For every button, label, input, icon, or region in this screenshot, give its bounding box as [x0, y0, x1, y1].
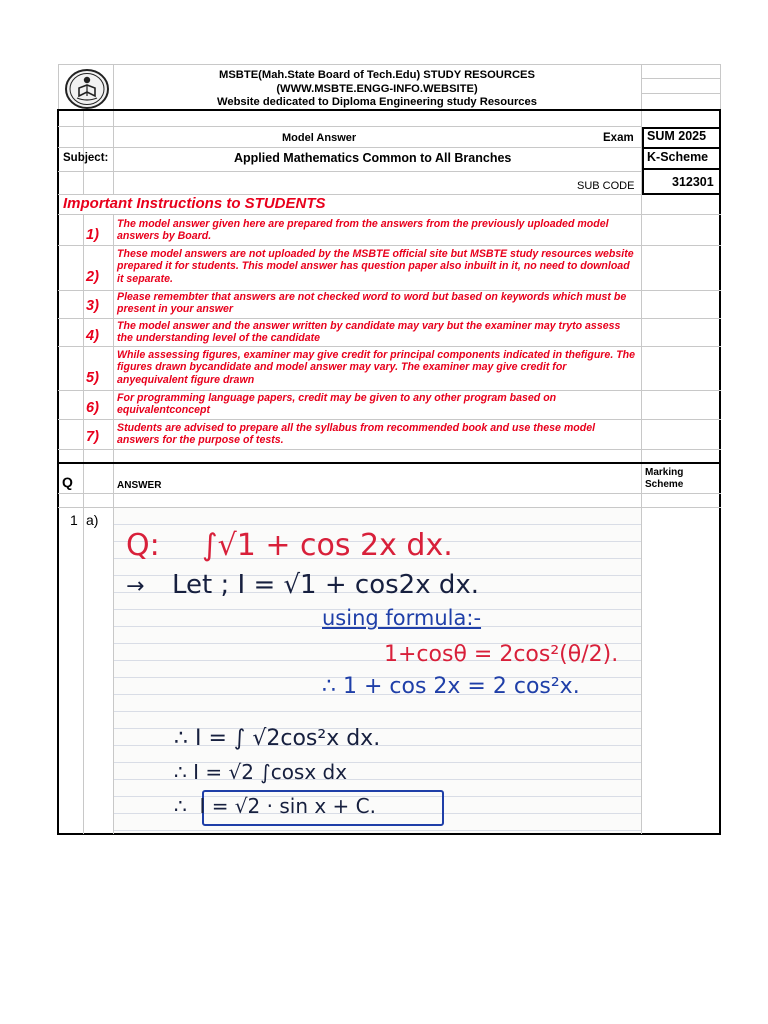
subject-label: Subject: — [63, 152, 109, 164]
handwritten-question: ∫√1 + cos 2x dx. — [202, 528, 453, 563]
handwritten-answer-image — [114, 508, 641, 833]
answer-column-header: ANSWER — [117, 480, 162, 491]
handwritten-let-line: Let ; I = √1 + cos2x dx. — [172, 570, 480, 600]
instruction-text: While assessing figures, examiner may give credit for principal components indicated in thefigure. The figures drawn bycandidate and model answer may vary. The examiner may give credit for anyequivalent figure drawn — [117, 349, 636, 386]
instruction-text: These model answers are not uploaded by the MSBTE official site but MSBTE study resources website prepared it for students. This model answer has question paper also inbuilt in it, no need to download it separate. — [117, 248, 634, 285]
handwritten-question-label: Q: — [126, 528, 160, 563]
exam-value: SUM 2025 — [647, 129, 707, 143]
marking-label: Marking — [645, 467, 684, 478]
instruction-text: The model answer given here are prepared from the answers from the previously uploaded model answers by Board. — [117, 218, 609, 243]
handwritten-formula-1: 1+cosθ = 2cos²(θ/2). — [384, 642, 619, 667]
logo-icon — [64, 68, 110, 110]
exam-label: Exam — [603, 132, 634, 144]
instruction-number: 5) — [86, 370, 99, 386]
marking-column-header — [645, 467, 683, 491]
instruction-number: 4) — [86, 328, 99, 344]
header-website: (WWW.MSBTE.ENGG-INFO.WEBSITE) — [276, 83, 478, 95]
scheme-value: K-Scheme — [647, 150, 709, 164]
scheme-label: Scheme — [645, 479, 684, 490]
model-answer-label: Model Answer — [282, 132, 357, 144]
header-title: MSBTE(Mah.State Board of Tech.Edu) STUDY RESOURCES — [219, 69, 535, 81]
instruction-number: 2) — [86, 269, 99, 285]
instruction-text: The model answer and the answer written by candidate may vary but the examiner may tryto assess the understanding level of the candidate — [117, 320, 621, 345]
question-part: a) — [86, 512, 99, 528]
handwritten-step-1: ∴ I = ∫ √2cos²x dx. — [174, 726, 381, 751]
handwritten-using-formula: using formula:- — [322, 606, 482, 630]
instruction-text: Students are advised to prepare all the syllabus from recommended book and use these model answers for the purpose of tests. — [117, 422, 596, 447]
subject-value: Applied Mathematics Common to All Branches — [234, 151, 512, 165]
instruction-text: Please remembter that answers are not checked word to word but based on keywords which must be present in your answer — [117, 291, 627, 316]
sub-code-value: 312301 — [672, 175, 714, 189]
instruction-number: 6) — [86, 400, 99, 416]
instructions-heading: Important Instructions to STUDENTS — [63, 195, 326, 212]
instruction-text: For programming language papers, credit may be given to any other program based on equivalentconcept — [117, 392, 557, 417]
handwritten-step-3: ∴ I = √2 · sin x + C. — [174, 794, 376, 818]
handwritten-step-2: ∴ I = √2 ∫cosx dx — [174, 760, 348, 784]
handwritten-formula-2: ∴ 1 + cos 2x = 2 cos²x. — [322, 674, 580, 699]
sub-code-label: SUB CODE — [577, 180, 635, 192]
instruction-number: 1) — [86, 227, 99, 243]
header-tagline: Website dedicated to Diploma Engineering study Resources — [217, 96, 537, 108]
q-column-header: Q — [62, 474, 73, 490]
arrow-icon: → — [126, 574, 145, 599]
instruction-number: 7) — [86, 429, 99, 445]
question-number: 1 — [70, 512, 78, 528]
instruction-number: 3) — [86, 298, 99, 314]
